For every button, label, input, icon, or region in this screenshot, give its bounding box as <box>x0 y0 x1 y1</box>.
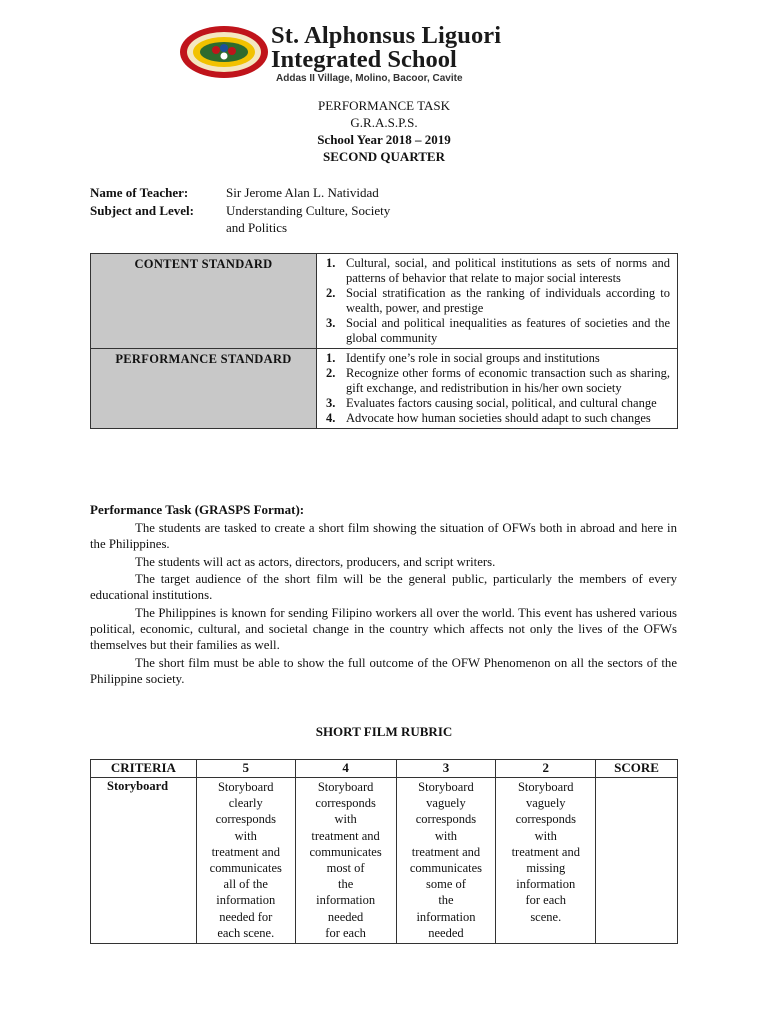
school-header <box>178 22 598 84</box>
rubric-header-level-2: 2 <box>496 760 596 778</box>
rubric-descriptor-line: with <box>534 828 557 843</box>
content-standard-item-text: Cultural, social, and political institutions as sets of norms and patterns of behavior that relate to major social interests <box>346 256 670 285</box>
performance-standard-item-text: Recognize other forms of economic transaction such as sharing, gift exchange, and redistribution in his/her own society <box>346 366 670 395</box>
rubric-descriptor-line: treatment and <box>411 844 481 859</box>
rubric-descriptor-line: clearly <box>228 796 263 811</box>
teacher-label: Name of Teacher: <box>90 185 189 200</box>
rubric-descriptor-line: Storyboard <box>418 780 474 794</box>
content-standard-label: CONTENT STANDARD <box>91 254 317 349</box>
task-paragraph: The students are tasked to create a short film showing the situation of OFWs both in abroad and here in the Philippines. <box>90 521 677 552</box>
school-name-line2: Integrated School <box>271 46 457 73</box>
rubric-descriptor-line: information <box>216 893 276 908</box>
rubric-descriptor-line: needed for <box>219 909 273 924</box>
rubric-descriptor-line: communicates <box>309 844 382 859</box>
rubric-descriptor-line: Storyboard <box>317 780 374 794</box>
performance-standard-row <box>91 349 678 429</box>
content-standard-items <box>317 254 678 349</box>
doc-title-grasps: G.R.A.S.P.S. <box>350 115 418 130</box>
rubric-descriptor-line: the <box>337 877 354 892</box>
subject-value-line2: and Politics <box>226 220 288 235</box>
rubric-descriptor-line: corresponds <box>315 796 376 811</box>
school-address: Addas II Village, Molino, Bacoor, Cavite <box>276 73 463 84</box>
rubric-descriptor-line: missing <box>526 861 566 876</box>
rubric-descriptor-line: for each <box>525 893 567 908</box>
content-standard-item-number: 3. <box>326 316 336 330</box>
task-paragraph: The students will act as actors, directors, producers, and script writers. <box>135 554 496 569</box>
content-standard-item <box>324 316 670 346</box>
performance-standard-items <box>317 349 678 429</box>
rubric-header-level-4: 4 <box>295 760 396 778</box>
content-standard-row <box>91 254 678 349</box>
standards-table <box>90 253 678 429</box>
rubric-title: SHORT FILM RUBRIC <box>315 724 453 739</box>
rubric-criteria-cell: Storyboard <box>91 778 197 944</box>
rubric-table <box>90 759 678 944</box>
rubric-header-score: SCORE <box>596 760 678 778</box>
rubric-descriptor-cell <box>295 778 396 944</box>
performance-standard-item <box>324 351 670 366</box>
performance-standard-item-number: 3. <box>326 396 336 410</box>
rubric-descriptor-line: information <box>316 893 376 908</box>
performance-standard-item <box>324 411 670 426</box>
rubric-header-level-3: 3 <box>396 760 496 778</box>
subject-label: Subject and Level: <box>90 203 194 218</box>
task-paragraph: The target audience of the short film will be the general public, particularly the members of every educational institutions. <box>90 572 677 603</box>
content-standard-item-number: 2. <box>326 286 336 300</box>
content-standard-list <box>324 256 670 346</box>
rubric-descriptor-cell <box>496 778 596 944</box>
rubric-descriptor-line: vaguely <box>525 796 566 811</box>
rubric-descriptor-line: treatment and <box>511 844 580 859</box>
subject-value-line1: Understanding Culture, Society <box>226 203 391 218</box>
performance-standard-label: PERFORMANCE STANDARD <box>91 349 317 429</box>
rubric-descriptor-cell <box>196 778 295 944</box>
rubric-descriptor-line: for each <box>325 925 366 940</box>
rubric-descriptor-line: scene. <box>530 909 562 924</box>
doc-title-quarter: SECOND QUARTER <box>323 149 445 164</box>
school-seal-logo <box>178 24 274 80</box>
rubric-header-row <box>91 760 678 778</box>
rubric-body <box>91 778 678 944</box>
rubric-descriptor-line: corresponds <box>215 812 276 827</box>
rubric-descriptor-line: the <box>438 893 454 908</box>
school-name-line1: St. Alphonsus Liguori <box>271 22 502 49</box>
rubric-descriptor-line: Storyboard <box>217 780 274 794</box>
rubric-descriptor-line: corresponds <box>415 812 477 827</box>
rubric-descriptor-line: vaguely <box>426 796 466 811</box>
performance-standard-item-text: Evaluates factors causing social, political, and cultural change <box>346 396 657 410</box>
rubric-row <box>91 778 678 944</box>
performance-standard-item <box>324 396 670 411</box>
rubric-descriptor-line: with <box>434 828 458 843</box>
rubric-descriptor-line: information <box>516 877 576 892</box>
rubric-descriptor-line: needed <box>428 925 464 940</box>
content-standard-item <box>324 286 670 316</box>
rubric-descriptor-line: with <box>334 812 357 827</box>
task-paragraph: The short film must be able to show the full outcome of the OFW Phenomenon on all the sectors of the Philippine society. <box>90 655 677 687</box>
performance-standard-item-text: Identify one’s role in social groups and institutions <box>346 351 600 365</box>
rubric-descriptor-line: with <box>234 828 257 843</box>
task-paragraph: The Philippines is known for sending Filipino workers all over the world. This event has ushered various political, economic, cultural, and societal change in the country which affects not only the lives of the OFWs themselves but their families as well. <box>90 605 677 653</box>
rubric-descriptor-line: all of the <box>223 877 268 892</box>
rubric-descriptor-line: communicates <box>409 861 483 876</box>
performance-standard-item <box>324 366 670 396</box>
rubric-descriptor-line: some of <box>425 877 466 892</box>
performance-standard-list <box>324 351 670 426</box>
rubric-descriptor-line: treatment and <box>211 844 280 859</box>
rubric-descriptor-cell <box>396 778 496 944</box>
rubric-header-criteria: CRITERIA <box>91 760 197 778</box>
doc-title-school-year: School Year 2018 – 2019 <box>317 132 451 147</box>
rubric-descriptor-line: most of <box>326 861 365 876</box>
rubric-descriptor-line: treatment and <box>311 828 380 843</box>
content-standard-item-number: 1. <box>326 256 336 270</box>
doc-title-performance-task: PERFORMANCE TASK <box>318 98 450 113</box>
performance-task-heading: Performance Task (GRASPS Format): <box>90 502 305 517</box>
rubric-score-cell[interactable] <box>596 778 678 944</box>
rubric-descriptor-line: communicates <box>209 861 282 876</box>
performance-standard-item-number: 4. <box>326 411 336 425</box>
content-standard-item <box>324 256 670 286</box>
rubric-descriptor-line: Storyboard <box>517 780 574 794</box>
content-standard-item-text: Social stratification as the ranking of individuals according to wealth, power, and prestige <box>346 286 670 315</box>
performance-task-body <box>90 520 677 689</box>
rubric-descriptor-line: needed <box>327 909 364 924</box>
performance-standard-item-number: 2. <box>326 366 336 380</box>
rubric-descriptor-line: corresponds <box>515 812 576 827</box>
performance-standard-item-text: Advocate how human societies should adapt to such changes <box>346 411 651 425</box>
performance-standard-item-number: 1. <box>326 351 336 365</box>
rubric-descriptor-line: each scene. <box>217 925 275 940</box>
rubric-descriptor-line: information <box>416 909 476 924</box>
teacher-value: Sir Jerome Alan L. Natividad <box>226 185 379 200</box>
rubric-header-level-5: 5 <box>196 760 295 778</box>
content-standard-item-text: Social and political inequalities as features of societies and the global community <box>346 316 670 345</box>
